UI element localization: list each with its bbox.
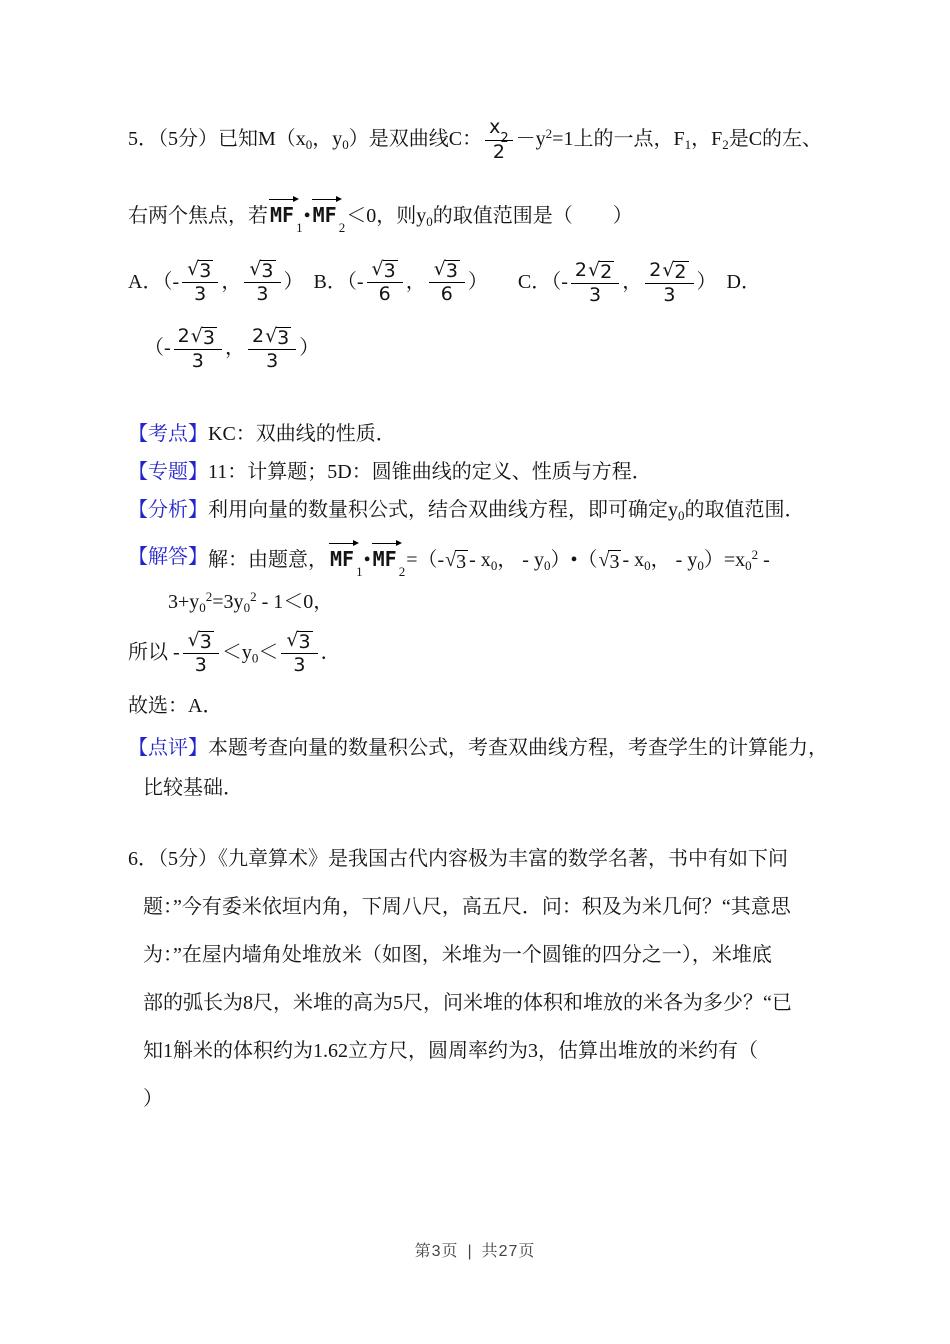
- dianping-text: 本题考查向量的数量积公式，考查双曲线方程，考查学生的计算能力，: [208, 737, 828, 759]
- fraction: 2 √ 3 3: [174, 326, 222, 373]
- q6-text-1: 6．（5分）《九章算术》是我国古代内容极为丰富的数学名著，书中有如下问: [128, 848, 788, 870]
- q6-line-1: [128, 845, 840, 893]
- sqrt-radical: √ 3: [187, 258, 212, 283]
- sqrt-radical: √ 3: [249, 258, 274, 283]
- vector-arrow: MF 2: [372, 541, 406, 572]
- q5-options-line-1: [128, 253, 840, 313]
- sqrt-radical: √ 3: [598, 549, 620, 573]
- q5-dianping-line: [128, 735, 840, 761]
- fraction: 2 √ 3 3: [248, 326, 296, 373]
- q5-zhuanti-line: [128, 459, 840, 485]
- page-footer: [0, 1238, 950, 1261]
- q5-kaodian-line: [128, 421, 840, 447]
- fraction: 2 √ 2 3: [571, 260, 619, 307]
- q5-fenxi-line: [128, 497, 840, 523]
- zhuanti-text: 11：计算题；5D：圆锥曲线的定义、性质与方程．: [208, 461, 652, 483]
- q5-stem-text-1: 5．（5分）已知$M(x_0$，$y_0$）是双曲线C： x 2 2 $-y^2=1$上的一点，$F_1$，$F_2$是C的左、: [128, 115, 823, 163]
- fraction: √ 3 6: [429, 260, 465, 306]
- vector-arrow: MF 2: [312, 197, 346, 228]
- q6-line-5: [128, 1037, 840, 1085]
- sqrt-radical: √ 3: [371, 258, 396, 283]
- q6-line-4: [128, 989, 840, 1037]
- fenxi-tag: 【分析】: [128, 499, 208, 521]
- q6-text-6: ）: [143, 1088, 163, 1110]
- sqrt-radical: √ 2: [588, 258, 613, 283]
- sqrt-radical: √ 3: [433, 258, 458, 283]
- q5-solution-line-2: [128, 589, 840, 615]
- sqrt-radical: √ 3: [445, 549, 467, 573]
- sqrt-radical: √ 2: [662, 258, 687, 283]
- zhuanti-tag: 【专题】: [128, 461, 208, 483]
- kaodian-tag: 【考点】: [128, 423, 208, 445]
- q5-options-abc-d: A．（- √ 3 3 ， √ 3 3 ） B．（- √ 3 6 ， √ 3 6 ） C．（- 2 √ 2 3 ， 2 √ 2 3 ） D．: [128, 258, 761, 306]
- q6-text-2: 题：”今有委米依垣内角，下周八尺，高五尺．问：积及为米几何？“其意思: [143, 896, 791, 918]
- footer-page-number: 第3页: [414, 1243, 459, 1260]
- q5-solution-text-2: $3+y_0^2=3y_0^2 - 1<0$，: [168, 589, 334, 615]
- q5-solution-line-3: [128, 625, 840, 683]
- q6-text-3: 为：”在屋内墙角处堆放米（如图，米堆为一个圆锥的四分之一），米堆底: [143, 944, 772, 966]
- document-body: [128, 103, 840, 1133]
- vector-arrow: MF 1: [329, 541, 363, 572]
- q5-stem-line-2: [128, 191, 840, 235]
- q5-jieda-line: [128, 535, 840, 579]
- vector-arrow: MF 1: [269, 197, 303, 228]
- q5-stem-text-2: 右两个焦点，若 MF 1 • MF 2 ＜0，则$y_0$的取值范围是（ ）: [128, 197, 633, 229]
- q5-option-d-value: （- 2 √ 3 3 ， 2 √ 3 3 ）: [144, 324, 320, 372]
- fraction: √ 3 3: [281, 631, 317, 677]
- jieda-tag: 【解答】: [128, 546, 208, 568]
- sqrt-radical: √ 3: [190, 324, 215, 349]
- dianping-tag: 【点评】: [128, 737, 208, 759]
- fraction: √ 3 3: [182, 260, 218, 306]
- fraction: 2 √ 2 3: [645, 260, 693, 307]
- q5-solution-block: [128, 421, 840, 801]
- q5-answer-text: 故选：A．: [128, 695, 223, 717]
- fraction: x 2 2: [485, 117, 513, 164]
- q5-solution-text-3: 所以 - √ 3 3 $<y_0<$ √ 3 3 ．: [128, 629, 341, 677]
- sqrt-radical: √ 3: [286, 629, 311, 654]
- q5-stem-line-1: [128, 103, 840, 177]
- fraction: √ 3 3: [183, 631, 219, 677]
- jieda-text: 解：由题意， MF 1 • MF 2 =（- √ 3 - $x_0$， - $y_0)•$（ √ 3 - $x_0$， - $y_0)=x_0^2$ -: [208, 541, 770, 573]
- q5-options-line-2: [128, 319, 840, 379]
- sqrt-radical: √ 3: [265, 324, 290, 349]
- q6-line-3: [128, 941, 840, 989]
- q5-dianping-cont-text: 比较基础．: [143, 777, 243, 799]
- fraction: √ 3 3: [244, 260, 280, 306]
- fenxi-text: 利用向量的数量积公式，结合双曲线方程，即可确定$y_0$的取值范围．: [208, 499, 805, 523]
- q6-text-5: 知1斛米的体积约为1.62立方尺，圆周率约为3，估算出堆放的米约有（: [143, 1040, 758, 1062]
- kaodian-text: KC：双曲线的性质．: [208, 423, 396, 445]
- q5-dianping-cont-line: [128, 775, 840, 801]
- question-6: [128, 845, 840, 1133]
- footer-separator: |: [467, 1243, 473, 1260]
- fraction: √ 3 6: [367, 260, 403, 306]
- question-5: [128, 103, 840, 801]
- q6-line-6: [128, 1085, 840, 1133]
- q6-line-2: [128, 893, 840, 941]
- q6-text-4: 部的弧长为8尺，米堆的高为5尺，问米堆的体积和堆放的米各为多少？“已: [143, 992, 792, 1014]
- footer-total-pages: 共27页: [481, 1243, 536, 1260]
- q5-answer-line: [128, 693, 840, 719]
- sqrt-radical: √ 3: [187, 629, 212, 654]
